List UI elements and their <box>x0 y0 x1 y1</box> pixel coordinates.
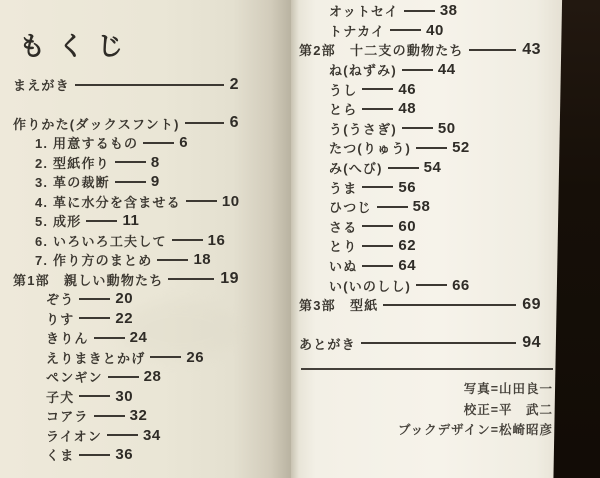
toc-entry <box>299 177 555 197</box>
toc-leader-line <box>390 29 421 31</box>
toc-leader-line <box>361 342 516 344</box>
toc-entry <box>13 114 239 134</box>
toc-entry <box>13 192 239 212</box>
toc-entry-label: ね(ねずみ) <box>329 63 397 79</box>
toc-entry <box>299 236 555 256</box>
toc-entry-page-number: 66 <box>452 276 470 294</box>
toc-entry-label: トナカイ <box>329 23 386 39</box>
contents-title: もくじ <box>19 31 137 61</box>
toc-leader-line <box>362 265 393 267</box>
toc-entry-label: くま <box>46 448 75 464</box>
toc-entry <box>13 250 239 270</box>
toc-entry-page-number: 58 <box>412 198 431 216</box>
toc-entry-label: たつ(りゅう) <box>329 141 412 157</box>
toc-entry-page-number: 62 <box>398 237 417 255</box>
toc-entry-page-number: 56 <box>398 178 417 196</box>
toc-entry <box>299 1 555 21</box>
toc-entry-page-number: 30 <box>115 387 134 405</box>
toc-entry-label: ペンギン <box>46 370 103 386</box>
toc-entry <box>13 367 239 387</box>
toc-entry <box>13 348 239 368</box>
toc-entry-page-number: 52 <box>452 139 470 157</box>
toc-entry-label: 1. 用意するもの <box>35 136 139 152</box>
toc-entry <box>13 211 239 231</box>
toc-entry <box>299 21 555 41</box>
toc-entry-label: み(へび) <box>329 161 383 177</box>
toc-entry-label: うし <box>329 82 358 98</box>
toc-leader-line <box>107 434 138 436</box>
toc-entry-label: ひつじ <box>329 200 372 216</box>
toc-entry-label: 第1部 親しい動物たち <box>13 272 164 288</box>
toc-leader-line <box>168 278 214 280</box>
toc-entry <box>13 309 239 329</box>
toc-entry <box>13 270 239 290</box>
toc-entry <box>299 40 555 60</box>
toc-leader-line <box>79 317 110 319</box>
toc-leader-line <box>362 186 393 188</box>
toc-entry <box>299 99 555 119</box>
toc-entry-label: 3. 革の裁断 <box>35 175 110 191</box>
toc-entry-page-number: 34 <box>143 426 161 444</box>
toc-leader-line <box>362 225 393 227</box>
toc-entry <box>299 197 555 217</box>
toc-leader-line <box>172 239 203 241</box>
toc-entry <box>299 79 555 99</box>
toc-entry <box>299 275 555 295</box>
toc-entry-page-number: 19 <box>220 270 239 288</box>
toc-leader-line <box>416 147 447 149</box>
toc-entry-page-number: 2 <box>229 75 239 93</box>
toc-leader-line <box>94 415 125 417</box>
toc-entry-page-number: 32 <box>129 407 148 425</box>
toc-entry-label: コアラ <box>46 409 89 425</box>
toc-entry-page-number: 50 <box>437 119 456 137</box>
toc-entry-page-number: 28 <box>143 368 162 386</box>
toc-entry <box>299 217 555 237</box>
toc-entry-label: きりん <box>46 331 89 347</box>
toc-leader-line <box>143 142 174 144</box>
toc-entry-label: い(いのしし) <box>329 278 412 294</box>
toc-entry-page-number: 64 <box>398 257 417 275</box>
right-toc-list <box>299 1 555 353</box>
right-page-content <box>299 1 555 441</box>
left-page <box>0 0 291 478</box>
credit-line: 校正=平 武二 <box>463 402 553 417</box>
left-toc-list <box>13 75 239 465</box>
right-page <box>291 0 563 478</box>
toc-entry-label: ライオン <box>46 428 103 444</box>
toc-entry-page-number: 20 <box>115 290 134 308</box>
toc-entry-label: いぬ <box>329 259 358 275</box>
toc-entry-label: とり <box>329 239 358 255</box>
toc-entry <box>13 289 239 309</box>
toc-entry-page-number: 8 <box>150 153 160 171</box>
toc-entry <box>13 445 239 465</box>
toc-leader-line <box>377 206 408 208</box>
toc-entry-label: ぞう <box>46 292 75 308</box>
toc-entry-page-number: 48 <box>398 100 417 118</box>
toc-leader-line <box>362 108 393 110</box>
toc-entry <box>13 387 239 407</box>
toc-entry <box>299 334 555 354</box>
toc-entry <box>299 119 555 139</box>
toc-leader-line <box>79 454 110 456</box>
toc-entry <box>13 328 239 348</box>
left-page-content <box>13 18 239 465</box>
toc-leader-line <box>388 167 419 169</box>
toc-entry-page-number: 69 <box>522 295 541 313</box>
toc-entry-label: うま <box>329 180 358 196</box>
toc-entry-page-number: 9 <box>150 173 160 191</box>
toc-entry <box>13 153 239 173</box>
toc-entry <box>299 138 555 158</box>
toc-entry <box>13 406 239 426</box>
toc-leader-line <box>150 356 181 358</box>
toc-leader-line <box>469 49 517 51</box>
toc-entry-page-number: 6 <box>229 114 239 132</box>
credits-divider-line <box>301 368 553 370</box>
toc-entry-page-number: 16 <box>207 231 226 249</box>
toc-leader-line <box>75 84 224 86</box>
toc-leader-line <box>416 284 447 286</box>
toc-leader-line <box>404 10 435 12</box>
toc-entry <box>13 231 239 251</box>
toc-entry-page-number: 43 <box>522 40 541 58</box>
toc-leader-line <box>402 69 433 71</box>
toc-entry-label: う(うさぎ) <box>329 121 397 137</box>
toc-entry-page-number: 38 <box>439 2 458 20</box>
toc-entry-label: あとがき <box>299 336 356 352</box>
toc-entry-label: 4. 革に水分を含ませる <box>35 194 181 210</box>
toc-leader-line <box>157 259 188 261</box>
credit-line: ブックデザイン=松崎昭彦 <box>397 423 553 438</box>
credits-block <box>299 379 555 441</box>
toc-entry-label: とら <box>329 102 358 118</box>
toc-entry-label: 作りかた(ダックスフント) <box>13 116 180 132</box>
toc-leader-line <box>79 395 110 397</box>
toc-entry-label: 第3部 型紙 <box>299 298 379 314</box>
toc-entry-page-number: 40 <box>426 21 444 39</box>
toc-entry-page-number: 24 <box>129 329 148 347</box>
toc-entry <box>299 60 555 80</box>
toc-entry <box>13 426 239 446</box>
toc-leader-line <box>383 304 516 306</box>
toc-entry-page-number: 26 <box>186 348 205 366</box>
toc-entry-label: オットセイ <box>329 4 399 20</box>
toc-entry-page-number: 10 <box>221 192 240 210</box>
toc-entry-label: 7. 作り方のまとめ <box>35 253 153 269</box>
toc-entry-label: 5. 成形 <box>35 214 82 230</box>
toc-entry-page-number: 46 <box>398 80 417 98</box>
toc-entry-page-number: 94 <box>522 334 541 352</box>
toc-entry-page-number: 22 <box>115 309 134 327</box>
toc-entry-page-number: 11 <box>122 212 140 230</box>
toc-entry <box>13 172 239 192</box>
toc-entry-page-number: 54 <box>423 159 442 177</box>
toc-entry-page-number: 36 <box>115 446 134 464</box>
toc-entry-label: 第2部 十二支の動物たち <box>299 43 464 59</box>
toc-entry-page-number: 6 <box>179 134 189 152</box>
toc-entry <box>13 133 239 153</box>
toc-leader-line <box>94 337 125 339</box>
toc-entry <box>299 295 555 315</box>
toc-leader-line <box>86 220 117 222</box>
toc-entry-label: さる <box>329 219 358 235</box>
toc-entry-page-number: 60 <box>398 217 417 235</box>
toc-entry-label: りす <box>46 311 75 327</box>
toc-leader-line <box>108 376 139 378</box>
toc-entry <box>299 158 555 178</box>
toc-entry-label: 2. 型紙作り <box>35 155 110 171</box>
toc-leader-line <box>186 200 217 202</box>
toc-entry <box>13 75 239 95</box>
toc-entry-label: 6. いろいろ工夫して <box>35 233 167 249</box>
toc-leader-line <box>115 161 146 163</box>
toc-leader-line <box>362 88 393 90</box>
toc-entry-label: えりまきとかげ <box>46 350 146 366</box>
toc-entry-label: 子犬 <box>46 389 75 405</box>
toc-entry-label: まえがき <box>13 78 70 94</box>
toc-leader-line <box>402 127 433 129</box>
toc-leader-line <box>362 245 393 247</box>
credit-line: 写真=山田良一 <box>463 382 553 397</box>
toc-leader-line <box>115 181 146 183</box>
toc-leader-line <box>79 298 110 300</box>
toc-leader-line <box>185 122 224 124</box>
toc-entry-page-number: 18 <box>193 251 212 269</box>
toc-entry-page-number: 44 <box>437 61 456 79</box>
toc-entry <box>299 256 555 276</box>
